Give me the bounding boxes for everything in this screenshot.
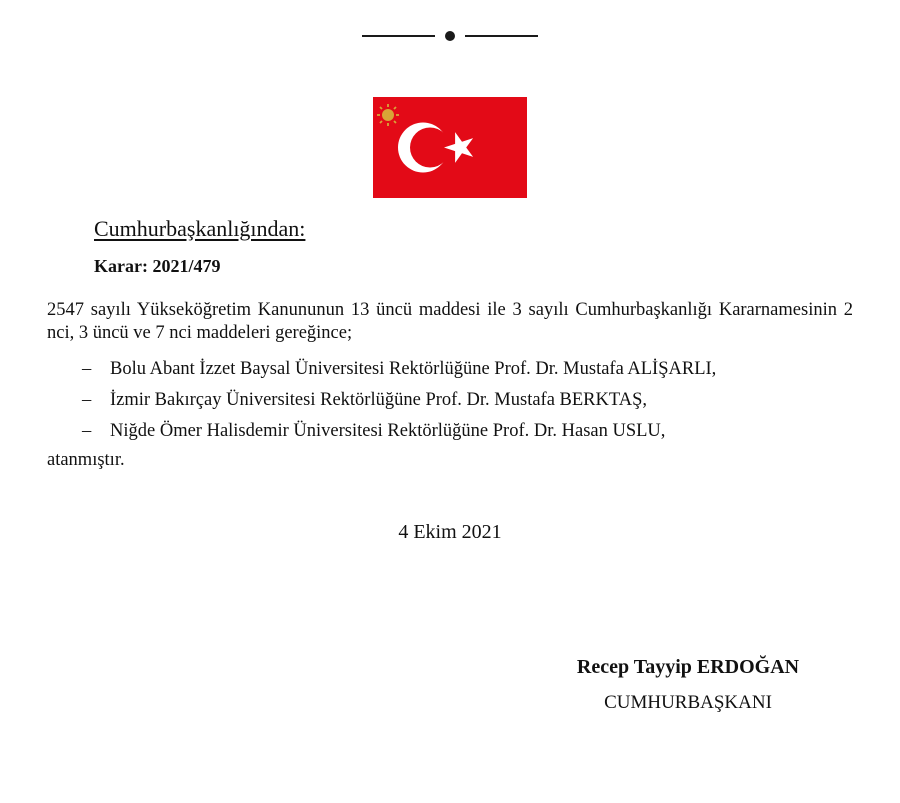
decision-date: 4 Ekim 2021 (398, 521, 502, 543)
ornament-line-left (362, 35, 435, 37)
appointment-text: İzmir Bakırçay Üniversitesi Rektörlüğüne Prof. Dr. Mustafa BERKTAŞ, (110, 390, 647, 410)
closing-word: atanmıştır. (47, 450, 125, 470)
emblem-sun (382, 109, 394, 121)
signature-block (554, 656, 822, 714)
appointment-text: Bolu Abant İzzet Baysal Üniversitesi Rektörlüğüne Prof. Dr. Mustafa ALİŞARLI, (110, 359, 717, 379)
decision-preamble: 2547 sayılı Yükseköğretim Kanununun 13 üncü maddesi ile 3 sayılı Cumhurbaşkanlığı Kararnamesinin 2 nci, 3 üncü ve 7 nci maddeleri gereğince; (47, 300, 853, 343)
list-dash: – (82, 359, 92, 379)
appointment-item (82, 354, 716, 385)
appointment-item (82, 416, 716, 447)
appointment-list (82, 354, 716, 447)
turkish-flag-icon (373, 97, 527, 198)
list-dash: – (82, 421, 92, 441)
decision-number: Karar: 2021/479 (94, 256, 221, 276)
ornament-dot (445, 31, 455, 41)
header-ornament (362, 28, 538, 42)
list-dash: – (82, 390, 92, 410)
appointment-item (82, 385, 716, 416)
appointment-text: Niğde Ömer Halisdemir Üniversitesi Rektörlüğüne Prof. Dr. Hasan USLU, (110, 421, 666, 441)
issuing-authority: Cumhurbaşkanlığından: (94, 216, 306, 241)
signatory-name: Recep Tayyip ERDOĞAN (576, 656, 800, 678)
signatory-title: CUMHURBAŞKANI (604, 692, 772, 713)
ornament-line-right (465, 35, 538, 37)
